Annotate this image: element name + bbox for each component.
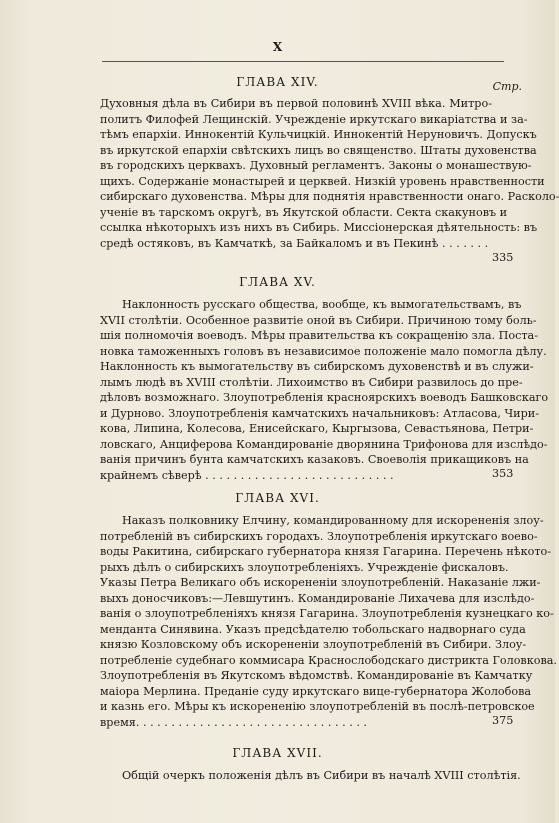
text-line: XVII столѣтіи. Особенное развитіе оной въ Сибири. Причиною тому боль- [100,313,537,327]
text-line: маіора Мерлина. Преданіе суду иркутскаго вице-губернатора Жолобова [100,684,532,698]
text-line: шія полномочія воеводъ. Мѣры правительства къ сокращенію зла. Поста- [100,329,539,342]
page-number: 375 [492,714,514,727]
page-column-label: Стр. [492,80,522,93]
text-line: Злоупотребленія въ Якутскомъ вѣдомствѣ. Командированіе въ Камчатку [100,669,533,682]
text-line: ванія о злоупотребленіяхъ князя Гагарина. Злоупотребленія кузнецкаго ко- [100,607,554,620]
text-line: средѣ остяковъ, въ Камчаткѣ, за Байкаломъ и въ Пекинѣ . . . . . . . [100,236,489,250]
text-line: выхъ доносчиковъ:—Левшутинъ. Командированіе Лихачева для изслѣдо- [100,591,535,605]
page-roman-numeral: X [272,40,283,54]
chapter-summary [100,768,521,784]
text-line: время. . . . . . . . . . . . . . . . . . . . . . . . . . . . . . . . . [100,715,367,729]
text-line: рыхъ дѣлъ о сибирскихъ злоупотребленіяхъ. Учрежденіе фискаловъ. [100,560,509,574]
text-line: Общій очеркъ положенія дѣлъ въ Сибири въ началѣ XVIII столѣтія. [122,769,521,782]
text-line: сибирскаго духовенства. Мѣры для поднятія нравственности онаго. Расколо- [100,190,559,203]
header-rule [102,61,504,62]
text-line: тѣмъ епархіи. Иннокентій Кульчицкій. Иннокентій Неруновичъ. Допускъ [100,128,537,141]
chapter-title: ГЛАВА XVII. [232,746,323,760]
text-line: ловскаго, Анциферова Командированіе дворянина Трифонова для изслѣдо- [100,437,548,451]
text-line: князю Козловскому объ искорененіи злоупотребленій въ Сибири. Злоу- [100,638,527,651]
text-line: ванія причинъ бунта камчатскихъ казаковъ. Своеволія прикащиковъ на [100,453,529,466]
text-line: въ иркутской епархіи свѣтскихъ лицъ во священство. Штаты духовенства [100,143,537,157]
text-line: дѣловъ возможнаго. Злоупотребленія красноярскихъ воеводъ Башковскаго [100,391,549,404]
text-line: новка таможенныхъ головъ въ независимое положеніе мало помогла дѣлу. [100,344,547,358]
text-line: Наказъ полковнику Елчину, командированному для искорененія злоу- [122,514,544,527]
text-line: ссылка нѣкоторыхъ изъ нихъ въ Сибирь. Миссіонерская дѣятельность: въ [100,221,538,234]
text-line: кова, Липина, Колесова, Енисейскаго, Кыргызова, Севастьянова, Петри- [100,422,534,435]
text-line: Наклонность къ вымогательству въ сибирскомъ духовенствѣ и въ служи- [100,360,534,373]
page-number: 335 [492,251,514,264]
text-line: воды Ракитина, сибирскаго губернатора князя Гагарина. Перечень нѣкото- [100,545,552,558]
text-line: ученіе въ тарскомъ округѣ, въ Якутской области. Секта скакуновъ и [100,205,508,219]
text-line: потребленіе судебнаго коммисара Краснослободскаго дистрикта Головкова. [100,653,557,667]
text-line: лымъ людѣ въ XVIII столѣтіи. Лихоимство въ Сибири развилось до пре- [100,375,523,389]
text-line: Наклонность русскаго общества, вообще, къ вымогательствамъ, въ [122,298,522,311]
text-line: потребленій въ сибирскихъ городахъ. Злоупотребленія иркутскаго воево- [100,529,538,543]
text-line: въ городскихъ церквахъ. Духовный регламентъ. Законы о монашествую- [100,159,532,172]
text-line: Указы Петра Великаго объ искорененіи злоупотребленій. Наказаніе лжи- [100,576,541,589]
chapter-summary [100,96,559,251]
text-line: политъ Филофей Лещинскій. Учрежденіе иркутскаго викаріатства и за- [100,112,528,126]
page-number: 353 [492,467,514,480]
text-line: крайнемъ сѣверѣ . . . . . . . . . . . . . . . . . . . . . . . . . . . [100,468,394,482]
text-line: и казнь его. Мѣры къ искорененію злоупотребленій въ послѣ-петровское [100,700,535,713]
chapter-title: ГЛАВА XVI. [235,491,320,505]
text-line: Духовныя дѣла въ Сибири въ первой половинѣ XVIII вѣка. Митро- [100,97,492,110]
text-line: щихъ. Содержаніе монастырей и церквей. Низкій уровень нравственности [100,174,545,188]
chapter-title: ГЛАВА XV. [239,275,316,289]
text-line: менданта Синявина. Указъ предсѣдателю тобольскаго надворнаго суда [100,622,526,636]
chapter-title: ГЛАВА XIV. [236,75,319,89]
text-line: и Дурново. Злоупотребленія камчатскихъ начальниковъ: Атласова, Чири- [100,406,539,420]
